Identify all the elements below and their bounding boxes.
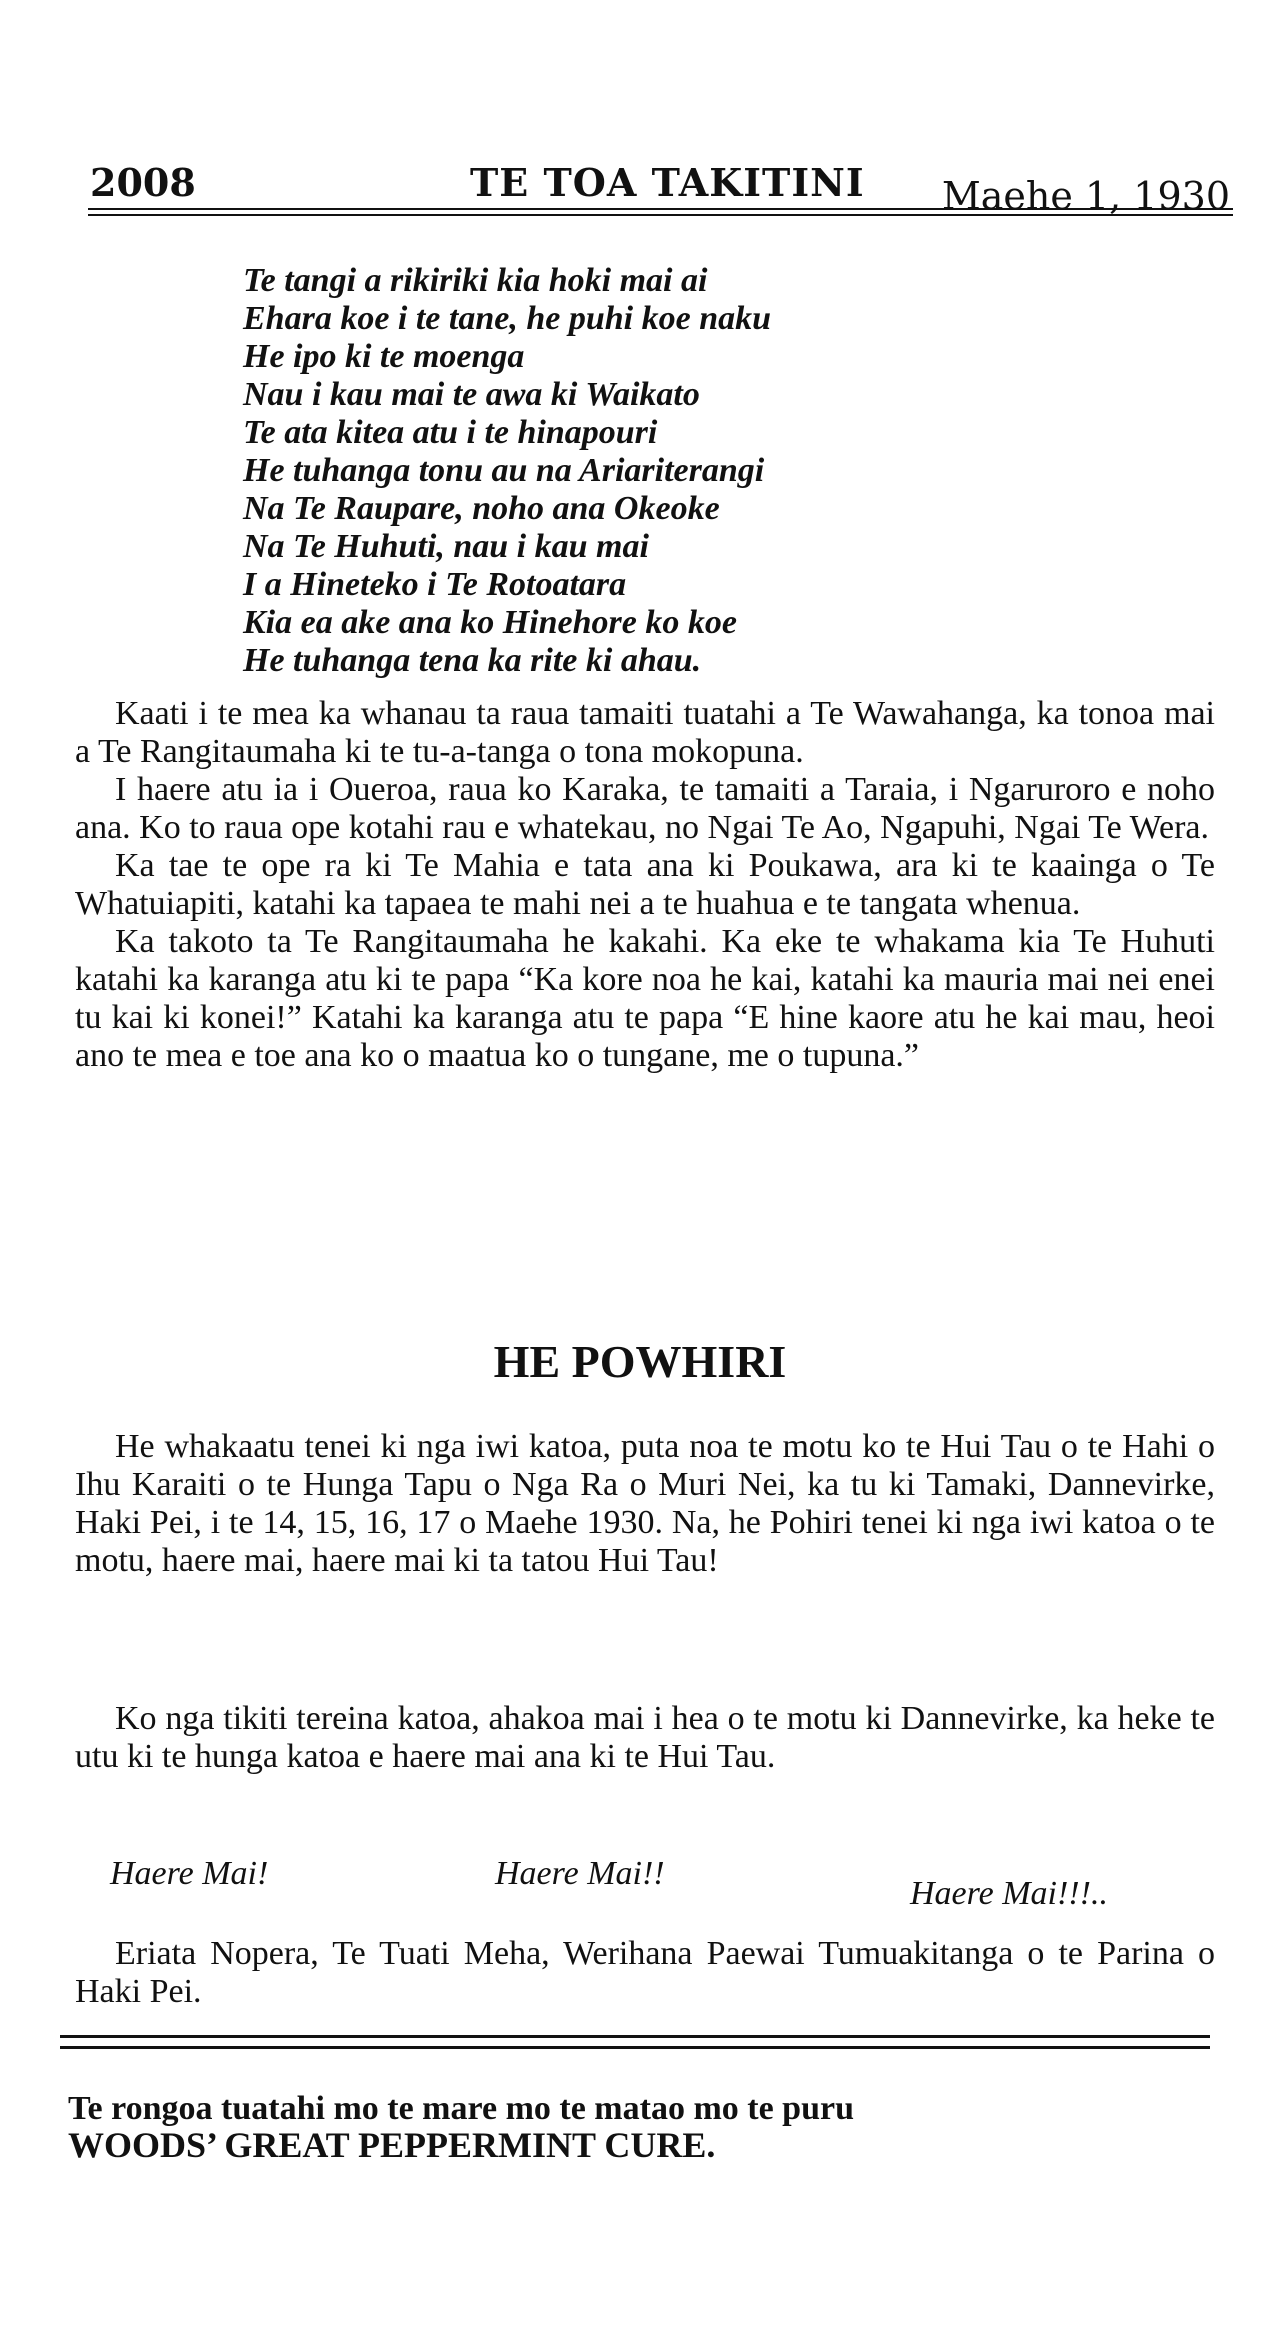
invitation-paragraph (75, 1428, 1215, 1580)
travel-text: Ko nga tikiti tereina katoa, ahakoa mai i hea o te motu ki Dannevirke, ka heke te utu ki te hunga katoa e haere mai ana ki te Hui Tau. (75, 1700, 1215, 1775)
story-paragraph: Ka takoto ta Te Rangitaumaha he kakahi. Ka eke te whakama kia Te Huhuti katahi ka karanga atu ki te papa “Ka kore noa he kai, katahi ka mauria mai nei enei tu kai ki konei!” Katahi ka karanga atu te papa “E hine kaore atu he kai mau, heoi ano te mea e toe ana ko o maatua ko o tungane, me o tupuna.” (75, 923, 1215, 1074)
section-heading: HE POWHIRI (493, 1336, 787, 1387)
page-header (90, 160, 1230, 218)
greeting: Haere Mai!!!.. (910, 1875, 1108, 1912)
greeting: Haere Mai! (110, 1855, 269, 1892)
story-paragraph: Ka tae te ope ra ki Te Mahia e tata ana ki Poukawa, ara ki te kaainga o Te Whatuiapiti, katahi ka tapaea te mahi nei a te huahua e te tangata whenua. (75, 847, 1215, 922)
poem-line: Na Te Raupare, noho ana Okeoke (243, 490, 720, 527)
advertisement (68, 2090, 1218, 2166)
newspaper-title: TE TOA TAKITINI (470, 160, 865, 205)
story-paragraph: Kaati i te mea ka whanau ta raua tamaiti tuatahi a Te Wawahanga, ka tonoa mai a Te Rangitaumaha ki te tu-a-tanga o tona mokopuna. (75, 695, 1215, 770)
poem-line: Ehara koe i te tane, he puhi koe naku (243, 300, 772, 337)
story-paragraph: I haere atu ia i Oueroa, raua ko Karaka, te tamaiti a Taraia, i Ngaruroro e noho ana. Ko to raua ope kotahi rau e whatekau, no Ngai Te Ao, Ngapuhi, Ngai Te Wera. (75, 771, 1215, 846)
page-number: 2008 (90, 160, 196, 205)
poem-line: He tuhanga tena ka rite ki ahau. (243, 642, 702, 679)
poem-line: Te tangi a rikiriki kia hoki mai ai (243, 262, 708, 299)
poem (243, 262, 1143, 680)
story-text (75, 695, 1215, 1075)
greeting: Haere Mai!! (495, 1855, 665, 1892)
travel-paragraph (75, 1700, 1215, 1776)
footer-rule (60, 2035, 1210, 2049)
poem-line: He ipo ki te moenga (243, 338, 525, 375)
header-rule (88, 208, 1233, 216)
poem-line: Te ata kitea atu i te hinapouri (243, 414, 658, 451)
invitation-text: He whakaatu tenei ki nga iwi katoa, puta noa te motu ko te Hui Tau o te Hahi o Ihu Karaiti o te Hunga Tapu o Nga Ra o Muri Nei, ka tu ki Tamaki, Dannevirke, Haki Pei, i te 14, 15, 16, 17 o Maehe 1930. Na, he Pohiri tenei ki nga iwi katoa o te motu, haere mai, haere mai ki ta tatou Hui Tau! (75, 1428, 1215, 1579)
poem-line: I a Hineteko i Te Rotoatara (243, 566, 627, 603)
signature: Eriata Nopera, Te Tuati Meha, Werihana Paewai Tumuakitanga o te Parina o Haki Pei. (75, 1935, 1215, 2010)
poem-line: Nau i kau mai te awa ki Waikato (243, 376, 700, 413)
advert-product: WOODS’ GREAT PEPPERMINT CURE. (68, 2125, 716, 2165)
advert-tagline: Te rongoa tuatahi mo te mare mo te matao mo te puru (68, 2090, 855, 2127)
poem-line: Kia ea ake ana ko Hinehore ko koe (243, 604, 737, 641)
poem-line: Na Te Huhuti, nau i kau mai (243, 528, 649, 565)
poem-line: He tuhanga tonu au na Ariariterangi (243, 452, 765, 489)
issue-date: Maehe 1, 1930 (941, 174, 1230, 218)
signature-block (75, 1935, 1215, 2011)
